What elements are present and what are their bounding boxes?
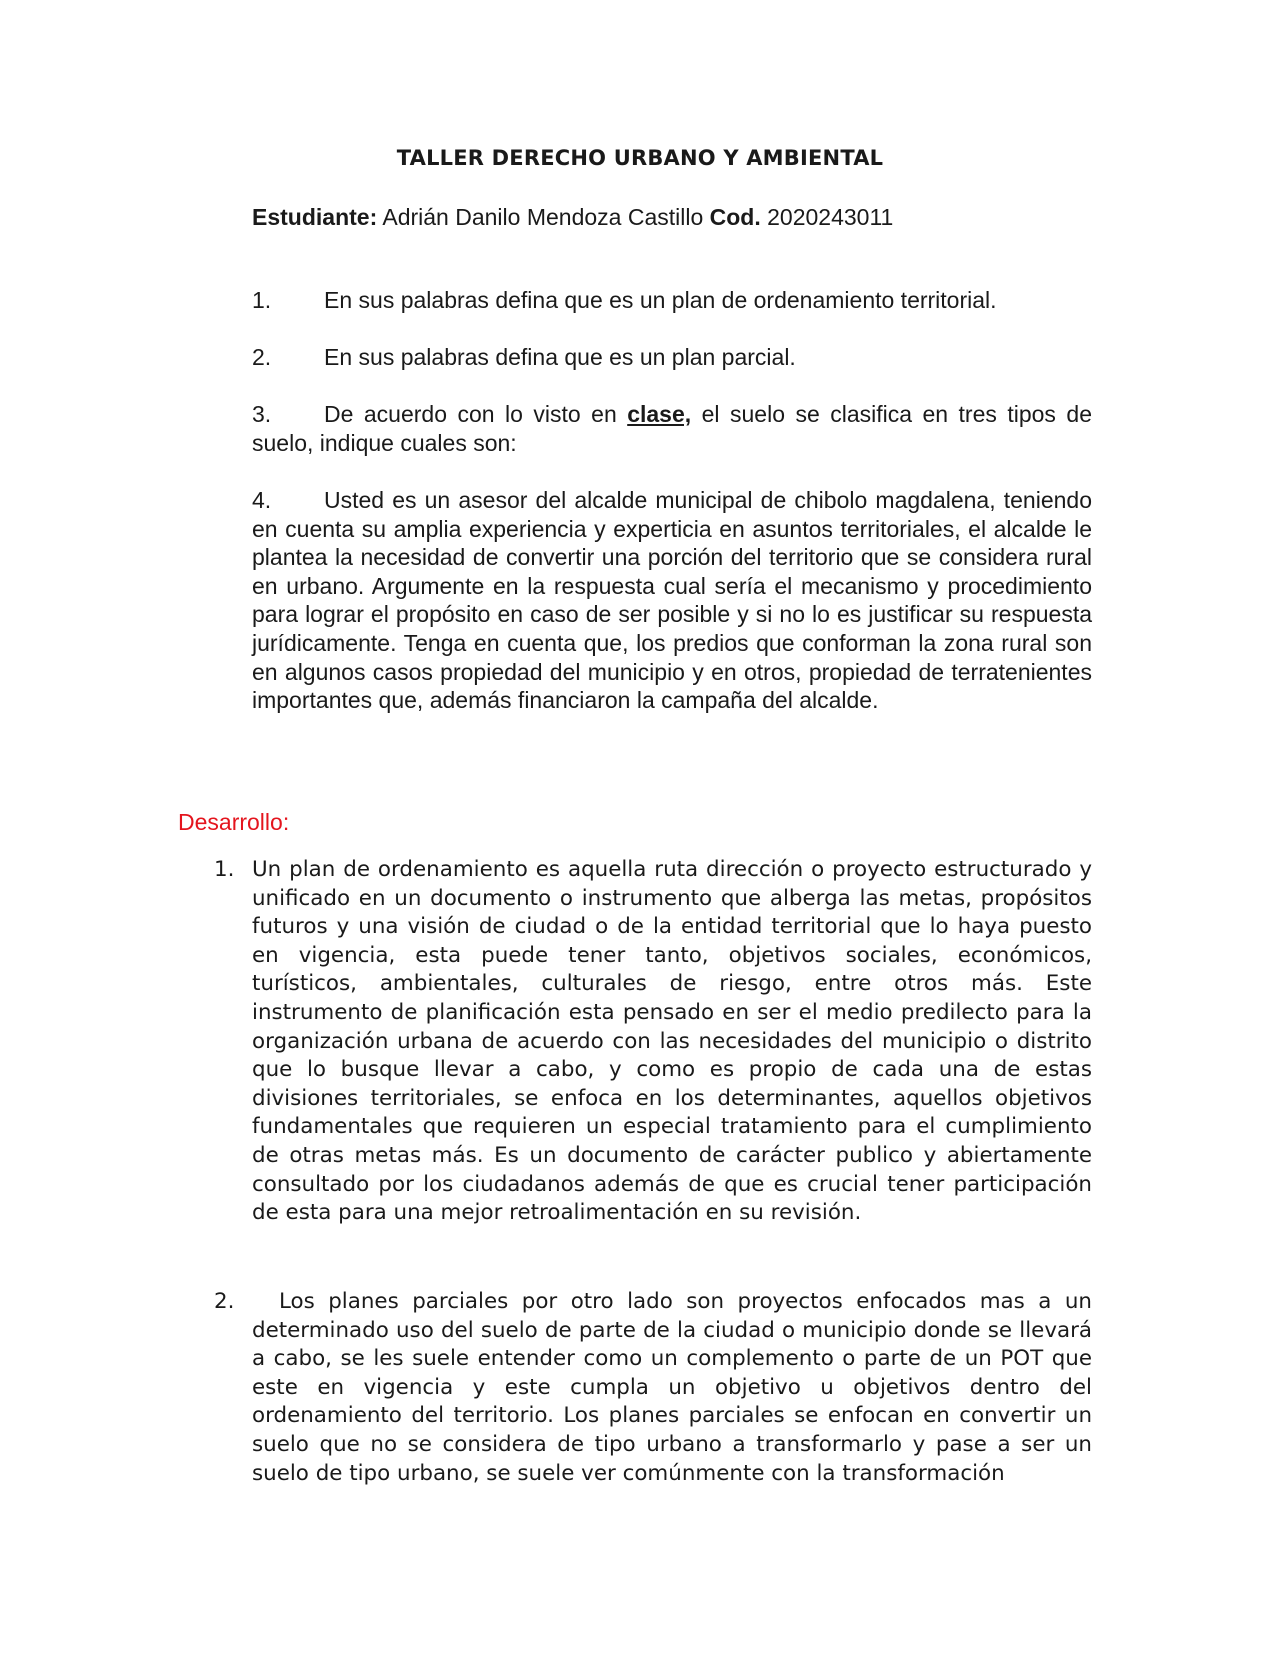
answer-1: [214, 856, 1099, 1228]
question-number: 1.: [252, 287, 272, 313]
answer-number: 2.: [214, 1289, 235, 1314]
question-text: Usted es un asesor del alcalde municipal de chibolo magdalena, teniendo en cuenta su amplia experiencia y experticia en asuntos territoriales, el alcalde le plantea la necesidad de convertir una porción del territorio que se considera rural en urbano. Argumente en la respuesta cual sería el mecanismo y procedimiento para lograr el propósito en caso de ser posible y si no lo es justificar su respuesta jurídicamente. Tenga en cuenta que, los predios que conforman la zona rural son en algunos casos propiedad del municipio y en otros, propiedad de terratenientes importantes que, además financiaron la campaña del alcalde.: [252, 487, 1092, 714]
answer-text: Los planes parciales por otro lado son proyectos enfocados mas a un determinado uso del suelo de parte de la ciudad o municipio donde se llevará a cabo, se les suele entender como un complemento o parte de un POT que este en vigencia y este cumpla un objetivo u objetivos dentro del ordenamiento del territorio. Los planes parciales se enfocan en convertir un suelo que no se considera de tipo urbano a transformarlo y pase a ser un suelo de tipo urbano, se suele ver comúnmente con la transformación: [252, 1289, 1099, 1486]
question-4: [252, 486, 1092, 715]
question-text-before: De acuerdo con lo visto en: [324, 401, 628, 427]
student-name: Adrián Danilo Mendoza Castillo: [382, 204, 704, 230]
question-number: 4.: [252, 487, 272, 513]
question-2: [252, 343, 1092, 372]
document-title: TALLER DERECHO URBANO Y AMBIENTAL: [396, 146, 884, 170]
answer-2: [214, 1288, 1099, 1488]
question-text-after: el suelo se clasifica en tres tipos de suelo, indique cuales son:: [252, 401, 1092, 456]
student-line: [252, 204, 1092, 231]
question-number: 2.: [252, 344, 272, 370]
code-value: 2020243011: [767, 204, 894, 230]
development-heading: Desarrollo:: [178, 809, 290, 835]
code-label: Cod.: [709, 204, 761, 230]
question-text: En sus palabras defina que es un plan parcial.: [324, 344, 796, 370]
student-label: Estudiante:: [252, 204, 378, 230]
question-text: En sus palabras defina que es un plan de ordenamiento territorial.: [324, 287, 997, 313]
answer-text: Un plan de ordenamiento es aquella ruta dirección o proyecto estructurado y unificado en un documento o instrumento que alberga las metas, propósitos futuros y una visión de ciudad o de la entidad territorial que lo haya puesto en vigencia, esta puede tener tanto, objetivos sociales, económicos, turísticos, ambientales, culturales de riesgo, entre otros más. Este instrumento de planificación esta pensado en ser el medio predilecto para la organización urbana de acuerdo con las necesidades del municipio o distrito que lo busque llevar a cabo, y como es propio de cada una de estas divisiones territoriales, se enfoca en los determinantes, aquellos objetivos fundamentales que requieren un especial tratamiento para el cumplimiento de otras metas más. Es un documento de carácter publico y abiertamente consultado por los ciudadanos además de que es crucial tener participación de esta para una mejor retroalimentación en su revisión.: [252, 857, 1099, 1226]
question-1: [252, 286, 1092, 315]
question-number: 3.: [252, 401, 272, 427]
answer-number: 1.: [214, 857, 235, 882]
question-underlined-word: clase,: [627, 401, 692, 427]
question-3: [252, 400, 1092, 457]
